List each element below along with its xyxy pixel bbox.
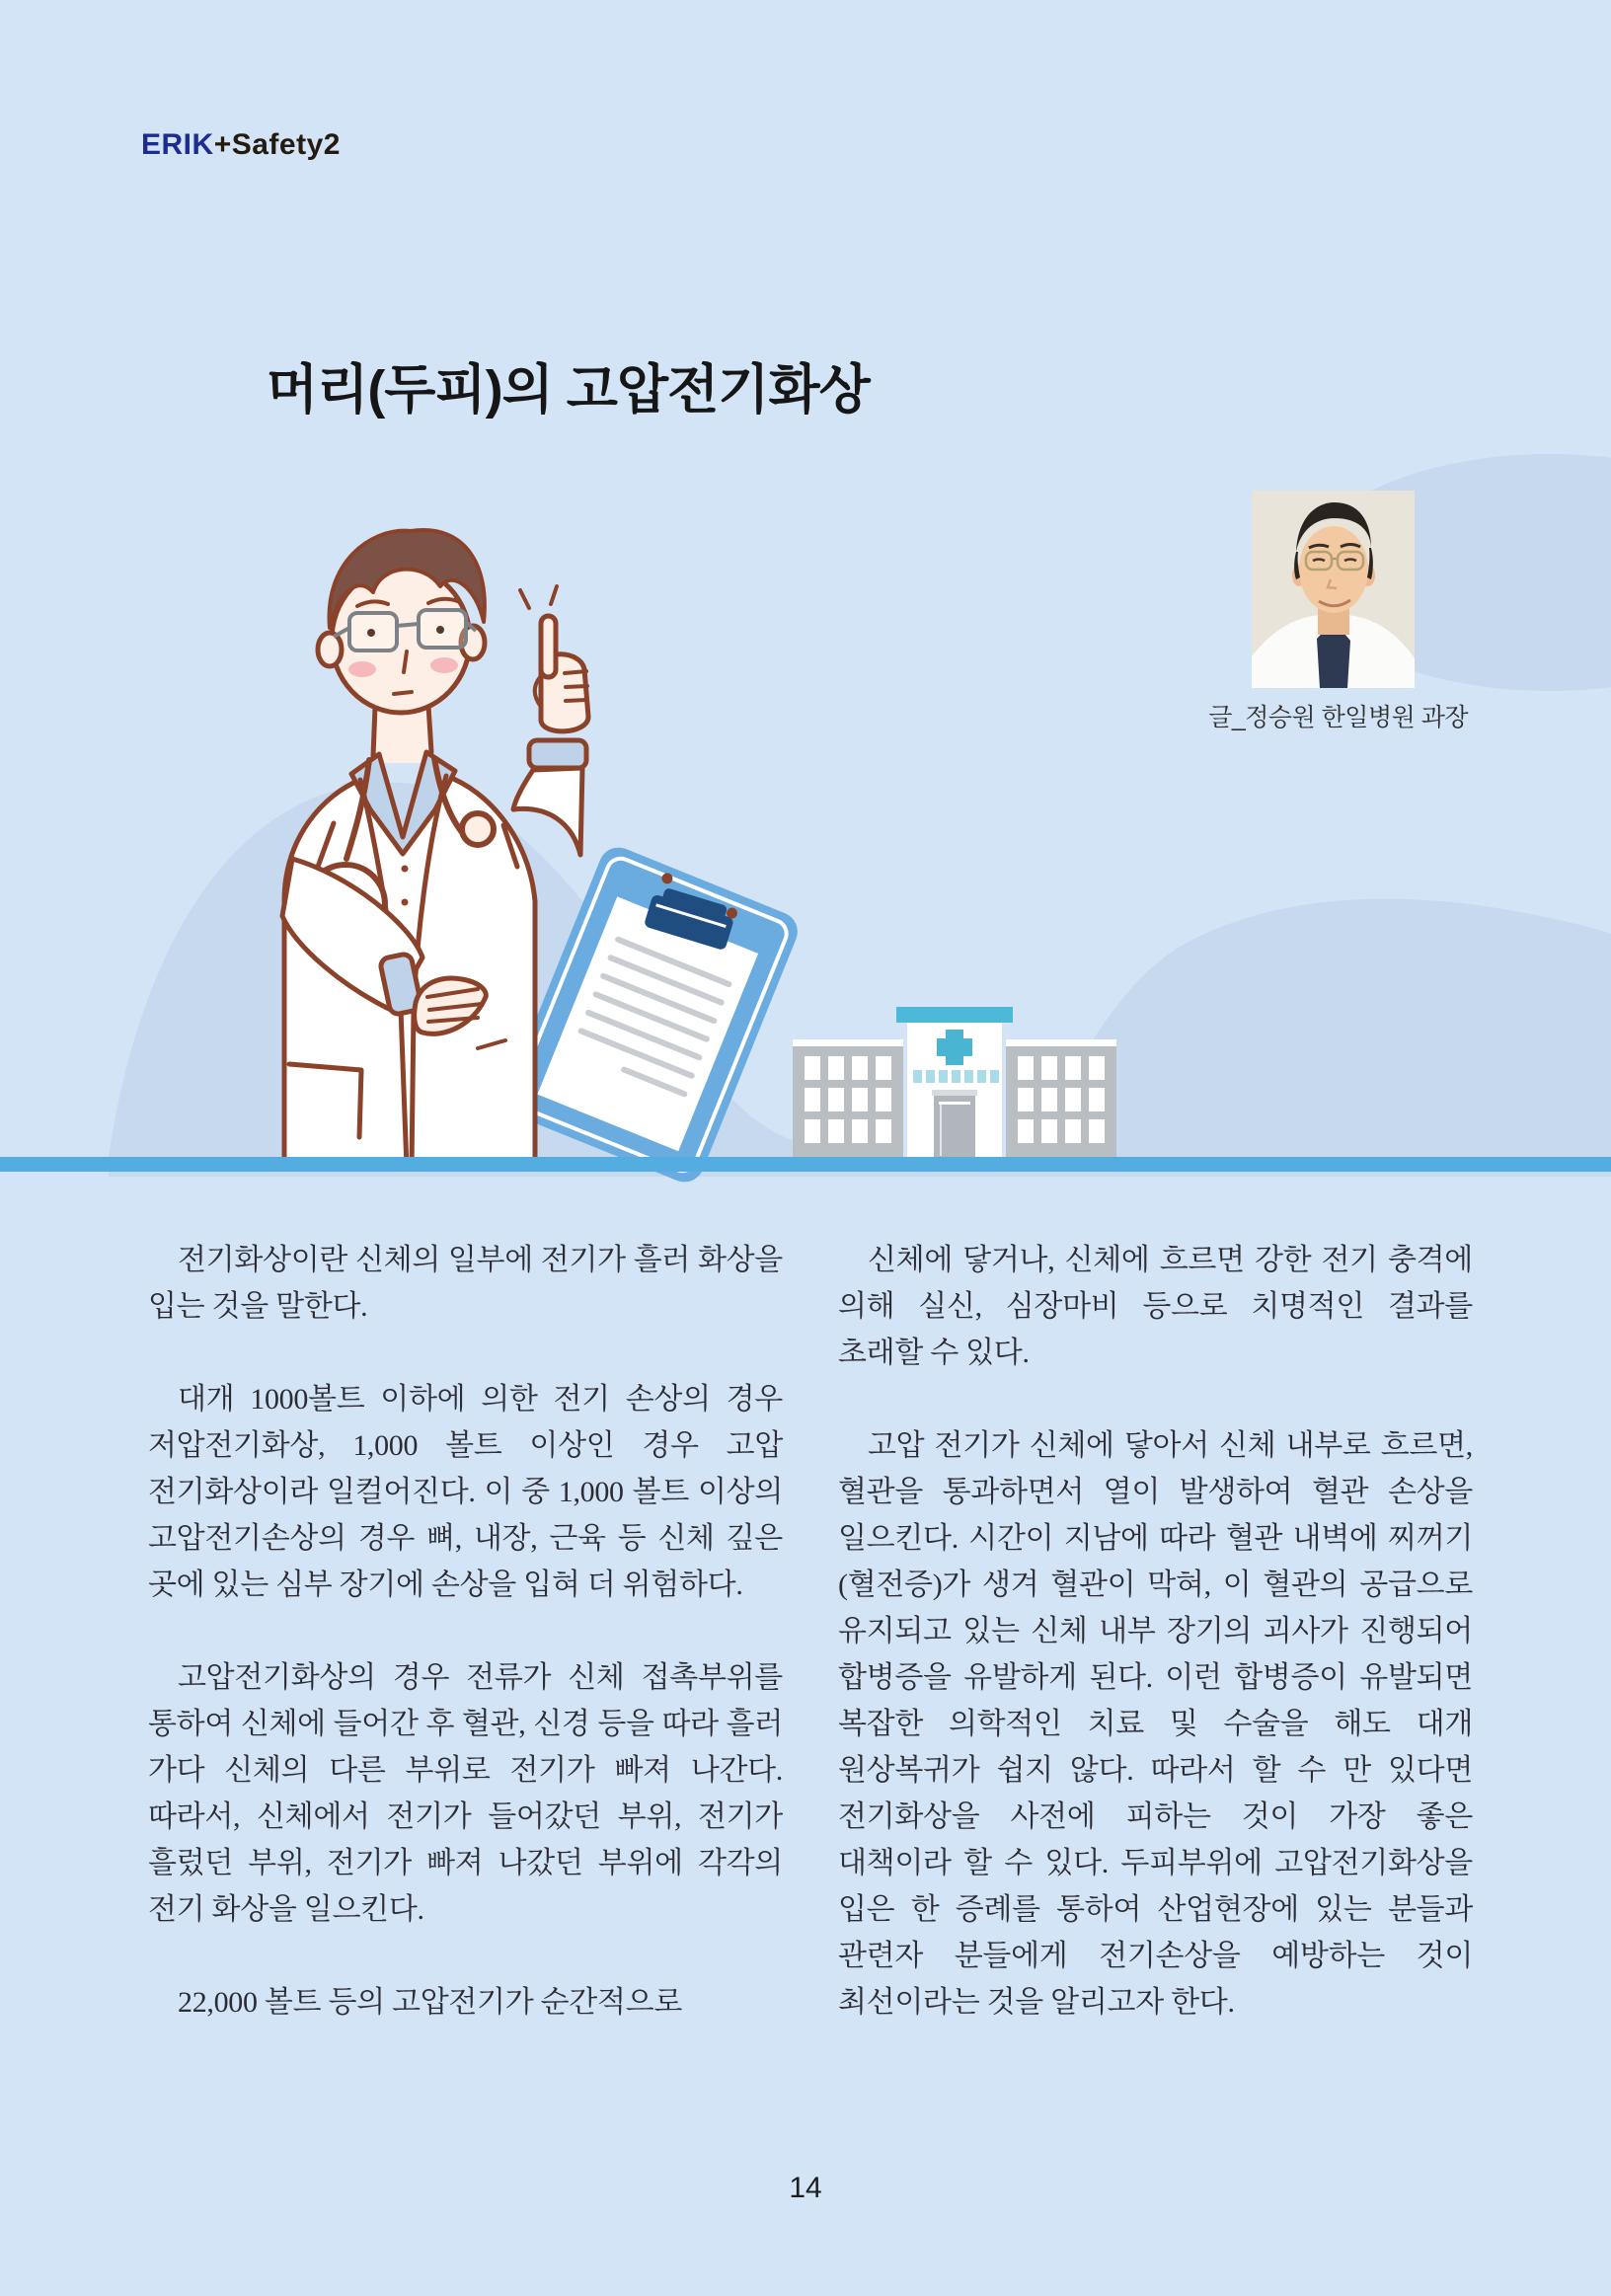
- column-left: [148, 1237, 783, 2026]
- divider-bar: [0, 1157, 1611, 1172]
- paragraph: 신체에 닿거나, 신체에 흐르면 강한 전기 충격에 의해 실신, 심장마비 등으로 치명적인 결과를 초래할 수 있다.: [838, 1244, 1473, 1369]
- paragraph: 대개 1000볼트 이하에 의한 전기 손상의 경우 저압전기화상, 1,000 볼트 이상인 경우 고압 전기화상이라 일컬어진다. 이 중 1,000 볼트 이상의 고압전기손상의 경우 뼈, 내장, 근육 등 신체 깊은 곳에 있는 심부 장기에 손상을 입혀 더 위험하다.: [148, 1383, 783, 1601]
- page-number: 14: [789, 2172, 822, 2204]
- brand-primary: ERIK: [141, 128, 214, 161]
- author-photo: [1252, 491, 1415, 688]
- brand-secondary: +Safety2: [213, 128, 341, 161]
- paragraph: 22,000 볼트 등의 고압전기가 순간적으로: [178, 1986, 683, 2019]
- paragraph: 고압 전기가 신체에 닿아서 신체 내부로 흐르면, 혈관을 통과하면서 열이 발생하여 혈관 손상을 일으킨다. 시간이 지남에 따라 혈관 내벽에 찌꺼기(혈전증)가 생겨 혈관이 막혀, 이 혈관의 공급으로 유지되고 있는 신체 내부 장기의 괴사가 진행되어 합병증을 유발하게 된다. 이런 합병증이 유발되면 복잡한 의학적인 치료 및 수술을 해도 대개 원상복귀가 쉽지 않다. 따라서 할 수 만 있다면 전기화상을 사전에 피하는 것이 가장 좋은 대책이라 할 수 있다. 두피부위에 고압전기화상을 입은 한 증례를 통하여 산업현장에 있는 분들과 관련자 분들에게 전기손상을 예방하는 것이 최선이라는 것을 알리고자 한다.: [838, 1429, 1473, 2019]
- article-title: 머리(두피)의 고압전기화상: [267, 360, 870, 420]
- magazine-brand: [141, 128, 341, 162]
- doctor-character-illustration: [126, 511, 625, 1168]
- article-body: [148, 1237, 1473, 2026]
- hospital-building-illustration: [788, 1005, 1121, 1159]
- author-caption: 글_정승원 한일병원 과장: [1208, 704, 1468, 731]
- paragraph: 고압전기화상의 경우 전류가 신체 접촉부위를 통하여 신체에 들어간 후 혈관, 신경 등을 따라 흘러 가다 신체의 다른 부위로 전기가 빠져 나간다. 따라서, 신체에서 전기가 들어갔던 부위, 전기가 흘렀던 부위, 전기가 빠져 나갔던 부위에 각각의 전기 화상을 일으킨다.: [148, 1661, 783, 1926]
- paragraph: 전기화상이란 신체의 일부에 전기가 흘러 화상을 입는 것을 말한다.: [148, 1244, 783, 1323]
- column-right: [838, 1237, 1473, 2026]
